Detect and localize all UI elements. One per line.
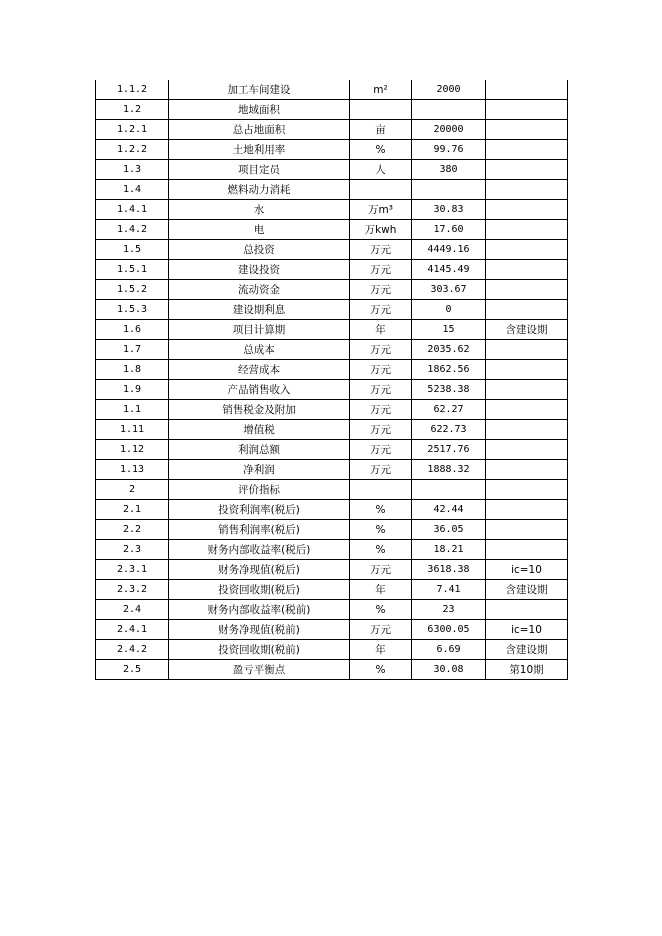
value-cell: 30.83 <box>412 200 486 220</box>
value-cell: 62.27 <box>412 400 486 420</box>
table-row <box>96 260 568 280</box>
row-number-cell: 2.2 <box>96 520 169 540</box>
row-number-cell: 2.4 <box>96 600 169 620</box>
note-cell: ic=10 <box>486 620 568 640</box>
table-row <box>96 240 568 260</box>
item-name-cell: 建设期利息 <box>169 300 350 320</box>
item-name-cell: 净利润 <box>169 460 350 480</box>
value-cell: 1862.56 <box>412 360 486 380</box>
row-number-cell: 1.12 <box>96 440 169 460</box>
row-number-cell: 1.2.1 <box>96 120 169 140</box>
item-name-cell: 地域面积 <box>169 100 350 120</box>
row-number-cell: 1.8 <box>96 360 169 380</box>
unit-cell: 年 <box>350 580 412 600</box>
table-row <box>96 120 568 140</box>
table-row <box>96 80 568 100</box>
unit-cell: 万元 <box>350 300 412 320</box>
row-number-cell: 1.4.2 <box>96 220 169 240</box>
item-name-cell: 建设投资 <box>169 260 350 280</box>
note-cell <box>486 80 568 100</box>
unit-cell: 万元 <box>350 460 412 480</box>
unit-cell: 万元 <box>350 560 412 580</box>
table-row <box>96 580 568 600</box>
item-name-cell: 销售税金及附加 <box>169 400 350 420</box>
table-row <box>96 460 568 480</box>
note-cell <box>486 360 568 380</box>
row-number-cell: 2.3.2 <box>96 580 169 600</box>
table-row <box>96 560 568 580</box>
item-name-cell: 财务净现值(税前) <box>169 620 350 640</box>
row-number-cell: 2.5 <box>96 660 169 680</box>
row-number-cell: 1.5.3 <box>96 300 169 320</box>
unit-cell: 万元 <box>350 400 412 420</box>
note-cell <box>486 440 568 460</box>
unit-cell: % <box>350 540 412 560</box>
value-cell: 622.73 <box>412 420 486 440</box>
table-row <box>96 520 568 540</box>
item-name-cell: 流动资金 <box>169 280 350 300</box>
unit-cell: 年 <box>350 320 412 340</box>
row-number-cell: 1.13 <box>96 460 169 480</box>
table-row <box>96 380 568 400</box>
table-row <box>96 140 568 160</box>
value-cell: 2035.62 <box>412 340 486 360</box>
note-cell <box>486 120 568 140</box>
value-cell: 1888.32 <box>412 460 486 480</box>
value-cell: 17.60 <box>412 220 486 240</box>
note-cell <box>486 200 568 220</box>
value-cell <box>412 180 486 200</box>
value-cell: 2517.76 <box>412 440 486 460</box>
unit-cell <box>350 480 412 500</box>
value-cell: 303.67 <box>412 280 486 300</box>
item-name-cell: 加工车间建设 <box>169 80 350 100</box>
value-cell: 5238.38 <box>412 380 486 400</box>
item-name-cell: 投资回收期(税前) <box>169 640 350 660</box>
unit-cell: % <box>350 600 412 620</box>
note-cell <box>486 100 568 120</box>
row-number-cell: 1.4.1 <box>96 200 169 220</box>
note-cell <box>486 480 568 500</box>
table-row <box>96 180 568 200</box>
value-cell: 6.69 <box>412 640 486 660</box>
table-row <box>96 640 568 660</box>
row-number-cell: 1.9 <box>96 380 169 400</box>
value-cell: 42.44 <box>412 500 486 520</box>
unit-cell <box>350 180 412 200</box>
value-cell <box>412 100 486 120</box>
table-row <box>96 300 568 320</box>
row-number-cell: 2 <box>96 480 169 500</box>
table-row <box>96 500 568 520</box>
unit-cell: 万元 <box>350 260 412 280</box>
item-name-cell: 经营成本 <box>169 360 350 380</box>
item-name-cell: 利润总额 <box>169 440 350 460</box>
table-row <box>96 540 568 560</box>
unit-cell: 万元 <box>350 380 412 400</box>
row-number-cell: 2.4.1 <box>96 620 169 640</box>
note-cell <box>486 260 568 280</box>
value-cell: 3618.38 <box>412 560 486 580</box>
value-cell: 15 <box>412 320 486 340</box>
unit-cell: 万元 <box>350 360 412 380</box>
value-cell: 99.76 <box>412 140 486 160</box>
note-cell <box>486 340 568 360</box>
note-cell <box>486 240 568 260</box>
item-name-cell: 总占地面积 <box>169 120 350 140</box>
note-cell <box>486 540 568 560</box>
unit-cell: % <box>350 140 412 160</box>
item-name-cell: 增值税 <box>169 420 350 440</box>
item-name-cell: 销售利润率(税后) <box>169 520 350 540</box>
item-name-cell: 项目计算期 <box>169 320 350 340</box>
indicators-table <box>95 80 568 680</box>
row-number-cell: 1.2.2 <box>96 140 169 160</box>
table-row <box>96 620 568 640</box>
note-cell <box>486 280 568 300</box>
note-cell <box>486 300 568 320</box>
item-name-cell: 投资回收期(税后) <box>169 580 350 600</box>
note-cell <box>486 600 568 620</box>
unit-cell: % <box>350 660 412 680</box>
table-row <box>96 340 568 360</box>
unit-cell: 万元 <box>350 440 412 460</box>
value-cell <box>412 480 486 500</box>
value-cell: 20000 <box>412 120 486 140</box>
value-cell: 6300.05 <box>412 620 486 640</box>
unit-cell: 万元 <box>350 420 412 440</box>
row-number-cell: 1.1 <box>96 400 169 420</box>
table-row <box>96 200 568 220</box>
item-name-cell: 土地利用率 <box>169 140 350 160</box>
value-cell: 30.08 <box>412 660 486 680</box>
note-cell: 第10期 <box>486 660 568 680</box>
table-row <box>96 400 568 420</box>
unit-cell: 万元 <box>350 340 412 360</box>
note-cell <box>486 500 568 520</box>
item-name-cell: 财务净现值(税后) <box>169 560 350 580</box>
item-name-cell: 产品销售收入 <box>169 380 350 400</box>
table-row <box>96 280 568 300</box>
note-cell <box>486 160 568 180</box>
row-number-cell: 1.4 <box>96 180 169 200</box>
value-cell: 4145.49 <box>412 260 486 280</box>
unit-cell <box>350 100 412 120</box>
row-number-cell: 1.5.1 <box>96 260 169 280</box>
value-cell: 4449.16 <box>412 240 486 260</box>
table-row <box>96 480 568 500</box>
item-name-cell: 盈亏平衡点 <box>169 660 350 680</box>
row-number-cell: 1.3 <box>96 160 169 180</box>
note-cell: 含建设期 <box>486 580 568 600</box>
row-number-cell: 1.5.2 <box>96 280 169 300</box>
table-row <box>96 100 568 120</box>
table-row <box>96 320 568 340</box>
row-number-cell: 1.7 <box>96 340 169 360</box>
table-row <box>96 600 568 620</box>
row-number-cell: 2.3 <box>96 540 169 560</box>
table-body <box>96 80 568 680</box>
note-cell: ic=10 <box>486 560 568 580</box>
table-row <box>96 160 568 180</box>
row-number-cell: 1.6 <box>96 320 169 340</box>
note-cell <box>486 400 568 420</box>
note-cell <box>486 140 568 160</box>
item-name-cell: 总投资 <box>169 240 350 260</box>
note-cell <box>486 420 568 440</box>
value-cell: 23 <box>412 600 486 620</box>
item-name-cell: 财务内部收益率(税前) <box>169 600 350 620</box>
row-number-cell: 1.2 <box>96 100 169 120</box>
note-cell: 含建设期 <box>486 640 568 660</box>
row-number-cell: 1.11 <box>96 420 169 440</box>
note-cell <box>486 220 568 240</box>
row-number-cell: 2.3.1 <box>96 560 169 580</box>
unit-cell: % <box>350 500 412 520</box>
row-number-cell: 1.5 <box>96 240 169 260</box>
value-cell: 380 <box>412 160 486 180</box>
row-number-cell: 2.4.2 <box>96 640 169 660</box>
unit-cell: 年 <box>350 640 412 660</box>
table-row <box>96 420 568 440</box>
item-name-cell: 财务内部收益率(税后) <box>169 540 350 560</box>
unit-cell: 亩 <box>350 120 412 140</box>
table-row <box>96 440 568 460</box>
table-row <box>96 360 568 380</box>
item-name-cell: 项目定员 <box>169 160 350 180</box>
item-name-cell: 电 <box>169 220 350 240</box>
row-number-cell: 2.1 <box>96 500 169 520</box>
item-name-cell: 燃料动力消耗 <box>169 180 350 200</box>
note-cell <box>486 520 568 540</box>
item-name-cell: 评价指标 <box>169 480 350 500</box>
item-name-cell: 水 <box>169 200 350 220</box>
row-number-cell: 1.1.2 <box>96 80 169 100</box>
unit-cell: 人 <box>350 160 412 180</box>
item-name-cell: 总成本 <box>169 340 350 360</box>
unit-cell: m² <box>350 80 412 100</box>
note-cell <box>486 460 568 480</box>
unit-cell: 万kwh <box>350 220 412 240</box>
unit-cell: 万元 <box>350 620 412 640</box>
unit-cell: 万元 <box>350 280 412 300</box>
table-row <box>96 220 568 240</box>
value-cell: 0 <box>412 300 486 320</box>
value-cell: 2000 <box>412 80 486 100</box>
unit-cell: % <box>350 520 412 540</box>
unit-cell: 万m³ <box>350 200 412 220</box>
value-cell: 7.41 <box>412 580 486 600</box>
note-cell: 含建设期 <box>486 320 568 340</box>
note-cell <box>486 380 568 400</box>
value-cell: 36.05 <box>412 520 486 540</box>
value-cell: 18.21 <box>412 540 486 560</box>
note-cell <box>486 180 568 200</box>
table-row <box>96 660 568 680</box>
item-name-cell: 投资利润率(税后) <box>169 500 350 520</box>
unit-cell: 万元 <box>350 240 412 260</box>
